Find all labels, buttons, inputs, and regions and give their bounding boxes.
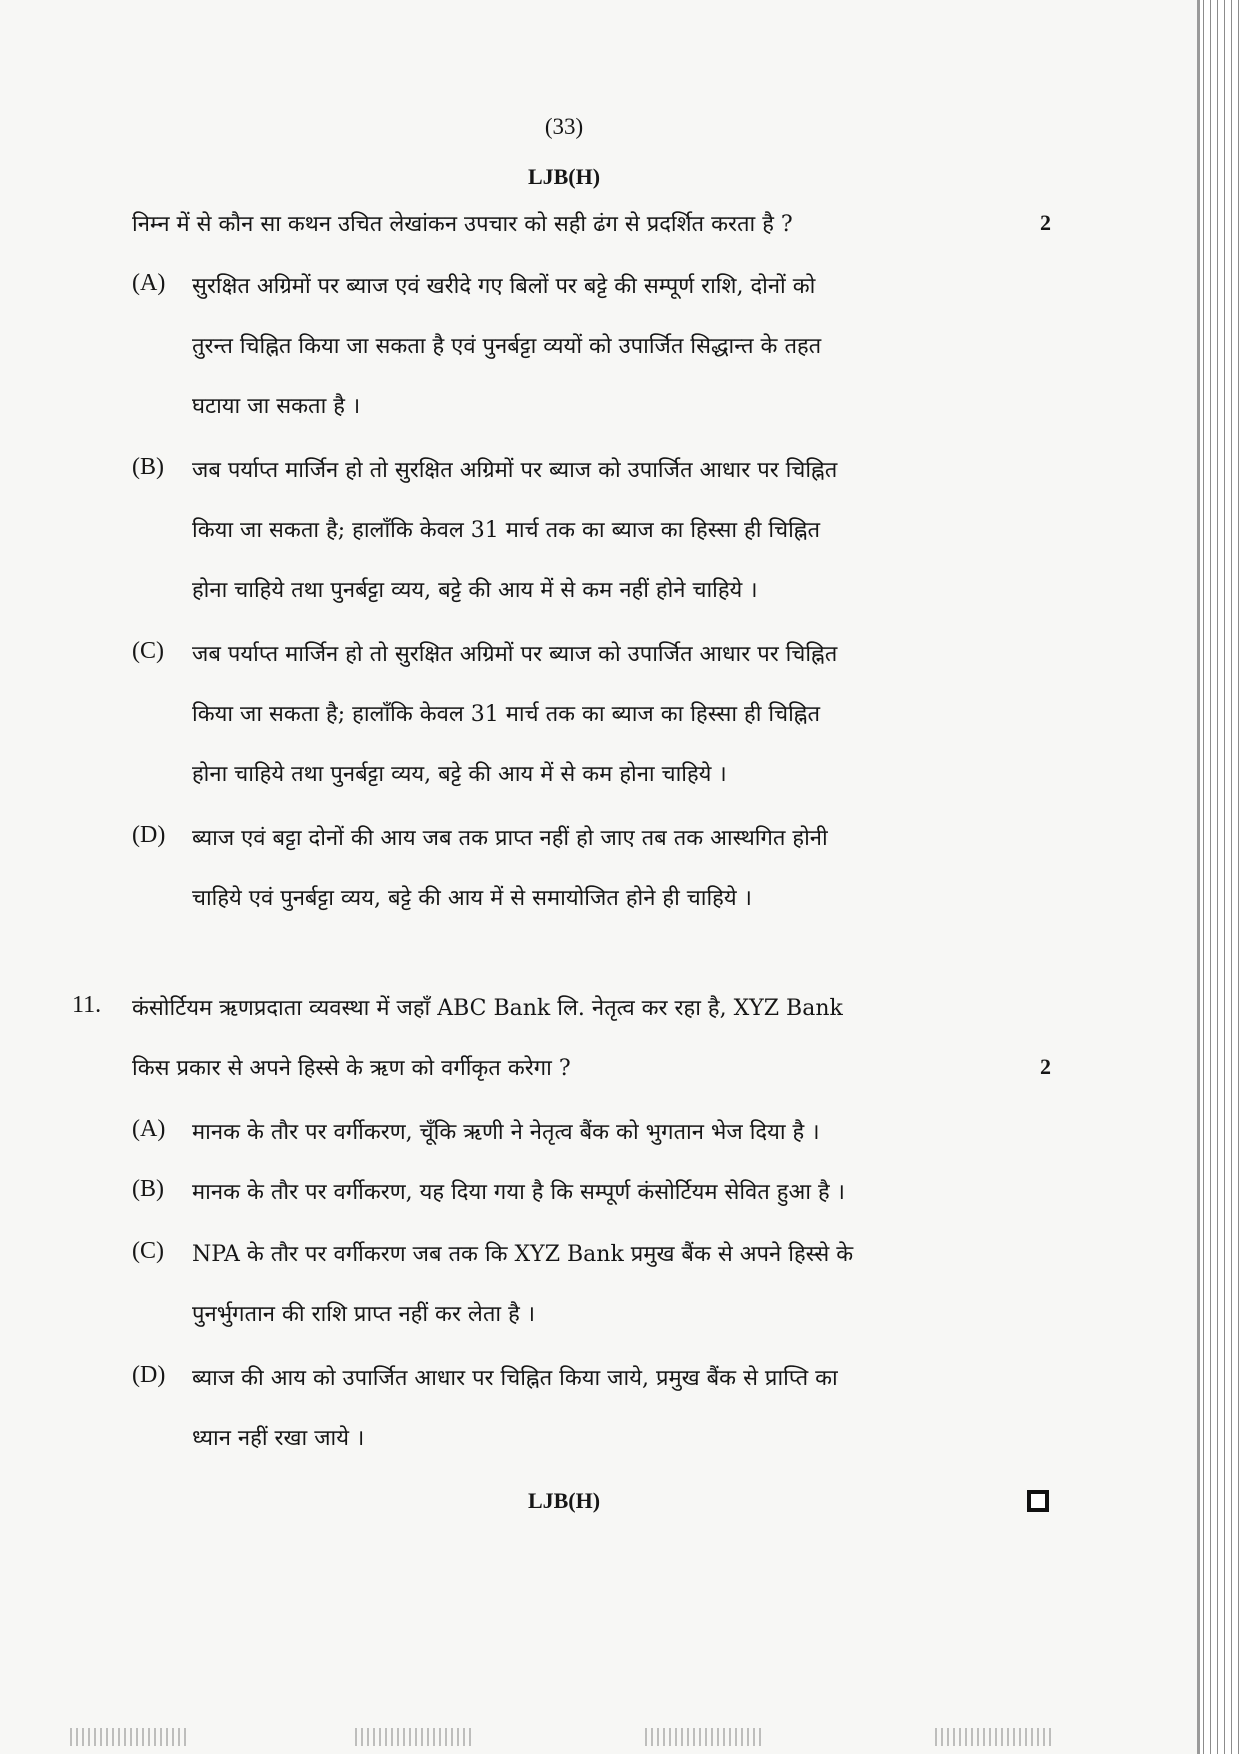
q11-option-b-label: (B) bbox=[132, 1176, 164, 1202]
page-number: (33) bbox=[544, 114, 584, 139]
scan-edge-stripes bbox=[1200, 0, 1240, 1754]
paper-code-footer: LJB(H) bbox=[527, 1488, 601, 1513]
square-box-icon bbox=[1027, 1490, 1049, 1512]
q11-stem-line-1: कंसोर्टियम ऋणप्रदाता व्यवस्था में जहाँ ABC Bank लि. नेतृत्व कर रहा है, XYZ Bank bbox=[132, 996, 843, 1021]
q11-option-d-label: (D) bbox=[132, 1362, 166, 1388]
q11-option-c-label: (C) bbox=[132, 1238, 164, 1264]
q10-option-d-label: (D) bbox=[132, 822, 166, 848]
q10-stem: निम्न में से कौन सा कथन उचित लेखांकन उपचार को सही ढंग से प्रदर्शित करता है ? bbox=[132, 212, 793, 237]
q11-option-d-line-2: ध्यान नहीं रखा जाये । bbox=[192, 1426, 365, 1451]
q11-option-d-line-1: ब्याज की आय को उपार्जित आधार पर चिह्नित किया जाये, प्रमुख बैंक से प्राप्ति का bbox=[192, 1366, 838, 1391]
q10-option-a-line-3: घटाया जा सकता है । bbox=[192, 394, 361, 419]
q11-option-a-label: (A) bbox=[132, 1116, 166, 1142]
q10-option-b-line-3: होना चाहिये तथा पुनर्बट्टा व्यय, बट्टे की आय में से कम नहीं होने चाहिये । bbox=[192, 578, 758, 603]
scan-smudge-3 bbox=[645, 1728, 765, 1746]
paper-code-header: LJB(H) bbox=[527, 164, 601, 189]
q10-option-c-label: (C) bbox=[132, 638, 164, 664]
q10-marks: 2 bbox=[1040, 210, 1051, 235]
q10-option-d-line-1: ब्याज एवं बट्टा दोनों की आय जब तक प्राप्त नहीं हो जाए तब तक आस्थगित होनी bbox=[192, 826, 828, 851]
q11-number: 11. bbox=[72, 992, 102, 1018]
q10-option-c-line-2: किया जा सकता है; हालाँकि केवल 31 मार्च तक का ब्याज का हिस्सा ही चिह्नित bbox=[192, 702, 821, 727]
q10-option-a-label: (A) bbox=[132, 270, 166, 296]
scan-smudge-1 bbox=[70, 1728, 190, 1746]
scan-smudge-4 bbox=[935, 1728, 1055, 1746]
q11-option-c-line-2: पुनर्भुगतान की राशि प्राप्त नहीं कर लेता है । bbox=[192, 1302, 536, 1327]
q10-option-b-line-1: जब पर्याप्त मार्जिन हो तो सुरक्षित अग्रिमों पर ब्याज को उपार्जित आधार पर चिह्नित bbox=[192, 458, 838, 483]
q10-option-c-line-3: होना चाहिये तथा पुनर्बट्टा व्यय, बट्टे की आय में से कम होना चाहिये । bbox=[192, 762, 727, 787]
q11-option-a-line-1: मानक के तौर पर वर्गीकरण, चूँकि ऋणी ने नेतृत्व बैंक को भुगतान भेज दिया है । bbox=[192, 1120, 820, 1145]
q11-stem-line-2: किस प्रकार से अपने हिस्से के ऋण को वर्गीकृत करेगा ? bbox=[132, 1056, 571, 1081]
q10-option-a-line-1: सुरक्षित अग्रिमों पर ब्याज एवं खरीदे गए बिलों पर बट्टे की सम्पूर्ण राशि, दोनों को bbox=[192, 274, 816, 299]
q10-option-a-line-2: तुरन्त चिह्नित किया जा सकता है एवं पुनर्बट्टा व्ययों को उपार्जित सिद्धान्त के तहत bbox=[192, 334, 822, 359]
q11-marks: 2 bbox=[1040, 1054, 1051, 1079]
q10-option-b-label: (B) bbox=[132, 454, 164, 480]
q11-option-b-line-1: मानक के तौर पर वर्गीकरण, यह दिया गया है कि सम्पूर्ण कंसोर्टियम सेवित हुआ है । bbox=[192, 1180, 845, 1205]
scan-smudge-2 bbox=[355, 1728, 475, 1746]
q10-option-b-line-2: किया जा सकता है; हालाँकि केवल 31 मार्च तक का ब्याज का हिस्सा ही चिह्नित bbox=[192, 518, 821, 543]
q11-option-c-line-1: NPA के तौर पर वर्गीकरण जब तक कि XYZ Bank प्रमुख बैंक से अपने हिस्से के bbox=[192, 1242, 854, 1267]
q10-option-c-line-1: जब पर्याप्त मार्जिन हो तो सुरक्षित अग्रिमों पर ब्याज को उपार्जित आधार पर चिह्नित bbox=[192, 642, 838, 667]
q10-option-d-line-2: चाहिये एवं पुनर्बट्टा व्यय, बट्टे की आय में से समायोजित होने ही चाहिये । bbox=[192, 886, 752, 911]
